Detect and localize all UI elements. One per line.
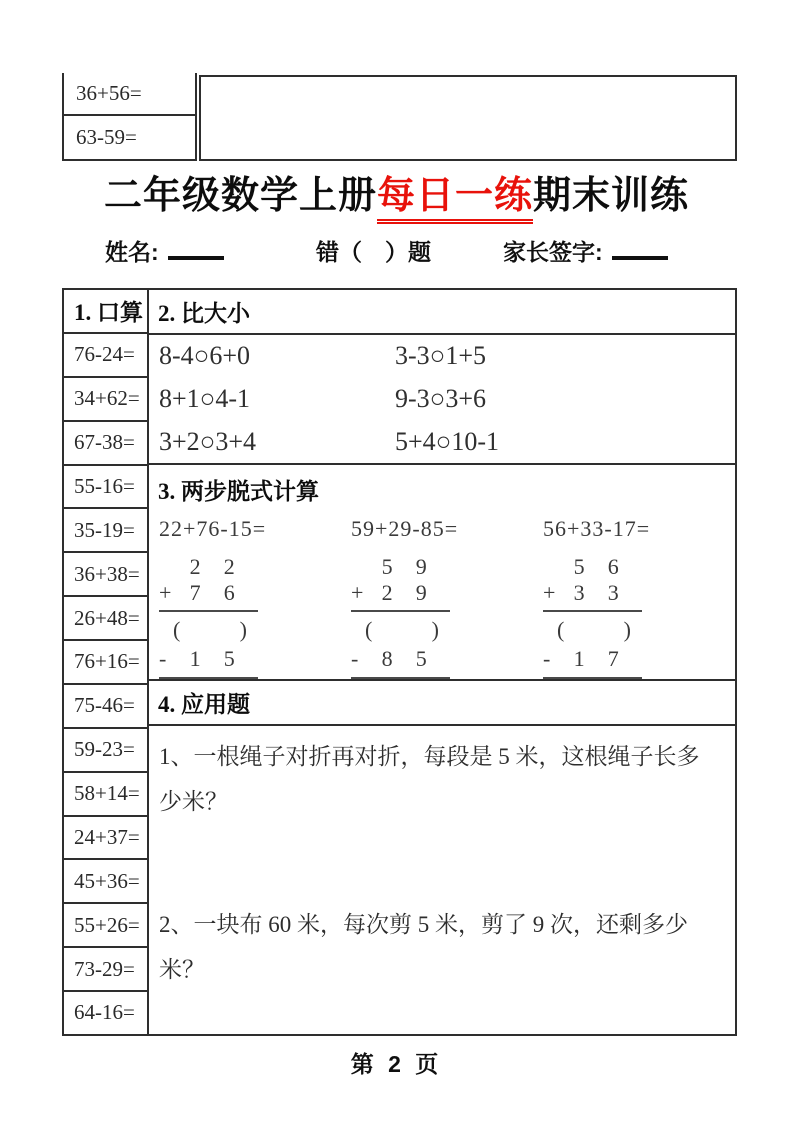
answer-parens bbox=[365, 617, 439, 643]
digit: 5 bbox=[223, 646, 235, 672]
signature-field bbox=[503, 234, 668, 267]
digit: 9 bbox=[415, 554, 427, 580]
vertical-calc bbox=[351, 516, 543, 679]
paren-close: ) bbox=[623, 617, 631, 643]
info-line bbox=[0, 234, 793, 268]
digit: 5 bbox=[381, 554, 393, 580]
top-table-left-column bbox=[62, 73, 197, 161]
paren-open: ( bbox=[557, 617, 565, 643]
minus-sign: - bbox=[543, 646, 551, 672]
compare-problem: 8+1○4-1 bbox=[159, 384, 251, 414]
oral-problem: 58+14= bbox=[64, 773, 147, 817]
digit: 6 bbox=[223, 580, 235, 606]
signature-blank bbox=[612, 240, 668, 260]
digit: 6 bbox=[607, 554, 619, 580]
title-part-1: 二年级数学上册 bbox=[103, 175, 377, 217]
page-number: 第 2 页 bbox=[350, 1051, 443, 1077]
oral-problem: 63-59= bbox=[76, 125, 137, 149]
name-field bbox=[105, 234, 224, 267]
section-2-header: 2. 比大小 bbox=[149, 290, 735, 335]
digit: 5 bbox=[415, 646, 427, 672]
top-table-answer-area bbox=[199, 75, 737, 161]
digit: 3 bbox=[573, 580, 585, 606]
vertical-calc bbox=[159, 516, 351, 679]
wrong-count-label: 错（ ）题 bbox=[316, 239, 431, 265]
oral-problem: 36+56= bbox=[64, 73, 195, 116]
exercise-column bbox=[149, 290, 735, 1034]
minus-sign: - bbox=[159, 646, 167, 672]
digit: 8 bbox=[381, 646, 393, 672]
oral-problem: 76-24= bbox=[64, 334, 147, 378]
word-problem: 2、一块布 60 米，每次剪 5 米，剪了 9 次，还剩多少米？ bbox=[159, 912, 688, 983]
compare-problem: 3-3○1+5 bbox=[395, 341, 487, 371]
subtraction-block bbox=[543, 646, 642, 679]
page-title bbox=[0, 164, 793, 219]
plus-sign: + bbox=[351, 580, 364, 606]
section-1-header: 1. 口算 bbox=[64, 290, 147, 334]
digit: 5 bbox=[573, 554, 585, 580]
compare-problem: 3+2○3+4 bbox=[159, 426, 257, 456]
name-label: 姓名: bbox=[105, 239, 159, 265]
oral-problem: 55-16= bbox=[64, 466, 147, 510]
vertical-calc bbox=[543, 516, 735, 679]
digit: 3 bbox=[607, 580, 619, 606]
minus-sign: - bbox=[351, 646, 359, 672]
oral-problem: 45+36= bbox=[64, 860, 147, 904]
addition-block bbox=[351, 554, 450, 612]
oral-problem: 75-46= bbox=[64, 685, 147, 729]
oral-calc-column bbox=[64, 290, 149, 1034]
digit: 2 bbox=[381, 580, 393, 606]
compare-section bbox=[149, 335, 735, 465]
paren-open: ( bbox=[173, 617, 181, 643]
signature-label: 家长签字: bbox=[503, 239, 603, 265]
subtraction-block bbox=[159, 646, 258, 679]
compare-problem: 5+4○10-1 bbox=[395, 426, 500, 456]
addition-block bbox=[543, 554, 642, 612]
name-blank bbox=[168, 240, 224, 260]
section-4-header: 4. 应用题 bbox=[149, 681, 735, 726]
addition-block bbox=[159, 554, 258, 612]
oral-problem: 55+26= bbox=[64, 904, 147, 948]
digit: 2 bbox=[189, 554, 201, 580]
main-table bbox=[62, 288, 737, 1036]
paren-open: ( bbox=[365, 617, 373, 643]
paren-close: ) bbox=[239, 617, 247, 643]
calc-equation: 59+29-85= bbox=[351, 516, 459, 542]
oral-problem: 76+16= bbox=[64, 641, 147, 685]
oral-problem: 59-23= bbox=[64, 729, 147, 773]
vertical-calc-row bbox=[149, 516, 735, 679]
calc-equation: 56+33-17= bbox=[543, 516, 651, 542]
title-highlight: 每日一练 bbox=[377, 175, 533, 224]
compare-row bbox=[149, 378, 735, 421]
digit: 7 bbox=[189, 580, 201, 606]
section-3-header: 3. 两步脱式计算 bbox=[158, 479, 319, 505]
digit: 1 bbox=[573, 646, 585, 672]
oral-problem: 26+48= bbox=[64, 597, 147, 641]
word-problem: 1、一根绳子对折再对折，每段是 5 米，这根绳子长多少米？ bbox=[159, 744, 700, 815]
oral-problem: 35-19= bbox=[64, 509, 147, 553]
digit: 9 bbox=[415, 580, 427, 606]
digit: 7 bbox=[607, 646, 619, 672]
two-step-section bbox=[149, 465, 735, 681]
word-problem-section bbox=[149, 726, 735, 1034]
answer-parens bbox=[173, 617, 247, 643]
digit: 2 bbox=[223, 554, 235, 580]
paren-close: ) bbox=[431, 617, 439, 643]
digit: 1 bbox=[189, 646, 201, 672]
plus-sign: + bbox=[159, 580, 172, 606]
plus-sign: + bbox=[543, 580, 556, 606]
compare-problem: 9-3○3+6 bbox=[395, 384, 487, 414]
oral-problem: 36+38= bbox=[64, 553, 147, 597]
oral-problem: 24+37= bbox=[64, 817, 147, 861]
compare-row bbox=[149, 335, 735, 378]
subtraction-block bbox=[351, 646, 450, 679]
oral-problem: 34+62= bbox=[64, 378, 147, 422]
answer-parens bbox=[557, 617, 631, 643]
oral-problem: 67-38= bbox=[64, 422, 147, 466]
compare-row bbox=[149, 420, 735, 463]
calc-equation: 22+76-15= bbox=[159, 516, 267, 542]
compare-problem: 8-4○6+0 bbox=[159, 341, 251, 371]
oral-problem: 73-29= bbox=[64, 948, 147, 992]
oral-problem: 64-16= bbox=[74, 1000, 135, 1025]
title-part-2: 期末训练 bbox=[533, 175, 690, 217]
